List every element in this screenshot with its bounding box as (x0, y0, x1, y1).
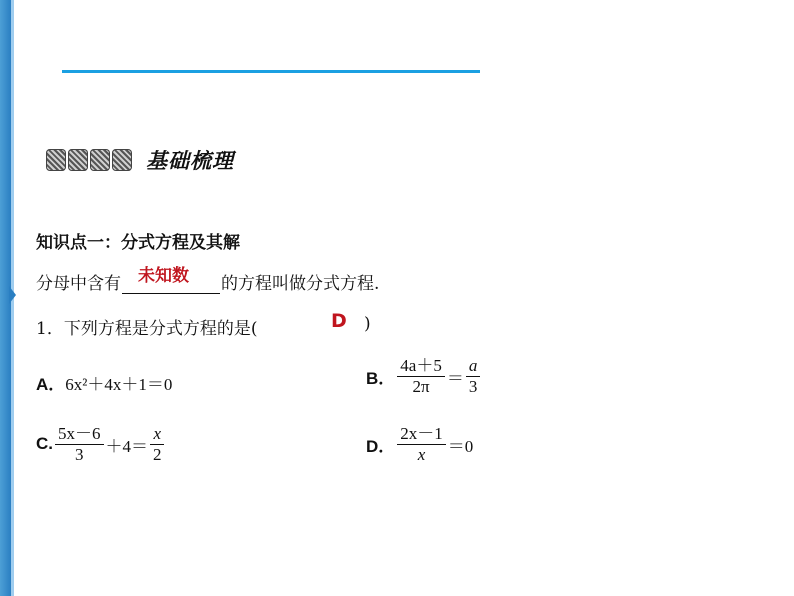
fill-blank (122, 266, 220, 294)
option-b-denominator: 2π (412, 376, 430, 396)
option-d-denominator: x (417, 444, 426, 464)
option-b-rhs-fraction (466, 356, 481, 396)
option-c-label: C. (36, 434, 53, 454)
option-b-label: B． (366, 368, 396, 388)
option-b (366, 356, 482, 396)
option-c-rhs-fraction (150, 424, 165, 464)
option-a (36, 370, 172, 395)
title-underline (62, 70, 480, 73)
blank-answer: 未知数 (138, 266, 189, 286)
definition-line (36, 266, 380, 294)
option-d-fraction (397, 424, 446, 464)
definition-before: 分母中含有 (36, 274, 121, 294)
option-b-numerator: 4a＋5 (397, 356, 445, 377)
option-d (366, 424, 473, 464)
definition-after: 的方程叫做分式方程. (221, 274, 380, 294)
option-b-rhs-denominator: 3 (468, 376, 478, 396)
left-notch-icon (9, 286, 16, 304)
option-c-rhs-denominator: 2 (153, 444, 162, 464)
knowledge-point-heading: 知识点一：分式方程及其解 (36, 233, 240, 253)
option-c-rhs-numerator: x (150, 424, 164, 445)
option-b-equals: ＝ (446, 368, 464, 388)
option-b-rhs-numerator: a (466, 356, 481, 377)
option-d-label: D． (366, 436, 396, 456)
question-paren-close: ) (364, 314, 371, 334)
banner-title: 基础梳理 (146, 148, 234, 173)
option-c-middle: ＋4＝ (105, 436, 148, 456)
option-a-expr: 6x²＋4x＋1＝0 (65, 375, 173, 394)
option-d-rhs: ＝0 (447, 436, 474, 456)
option-d-numerator: 2x－1 (397, 424, 446, 445)
option-c (36, 424, 167, 464)
section-banner (46, 145, 234, 175)
option-c-numerator: 5x－6 (55, 424, 104, 445)
question-stem: 1．下列方程是分式方程的是( (36, 319, 258, 339)
option-a-label: A． (36, 375, 66, 394)
question-answer: D (331, 310, 347, 332)
option-c-fraction (55, 424, 104, 464)
option-b-fraction (397, 356, 445, 396)
option-c-denominator: 3 (75, 444, 84, 464)
cartoon-students-icon (46, 149, 132, 171)
